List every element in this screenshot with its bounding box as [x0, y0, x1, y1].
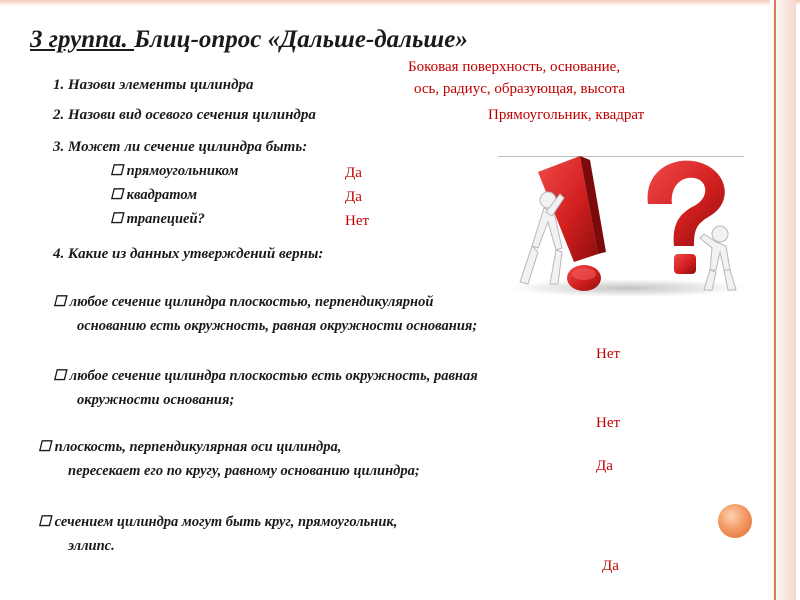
- exclamation-question-illustration: [498, 150, 760, 300]
- answer-1-line-2: ось, радиус, образующая, высота: [414, 81, 626, 97]
- statement-line: ☐ любое сечение цилиндра плоскостью есть окружность, равная: [53, 368, 478, 384]
- option-list-item: [110, 187, 197, 204]
- slide-right-border-line: [774, 0, 776, 600]
- statement-line: пересекает его по кругу, равному основанию цилиндра;: [68, 463, 420, 479]
- statement-line: ☐ плоскость, перпендикулярная оси цилиндра,: [38, 439, 342, 455]
- statement-line: основанию есть окружность, равная окружности основания;: [77, 318, 478, 334]
- option-answer: Нет: [345, 213, 370, 229]
- option-answer: Да: [345, 189, 362, 205]
- option-label: прямоугольником: [123, 163, 239, 179]
- checkbox-icon: ☐: [110, 187, 123, 203]
- answer-2: Прямоугольник, квадрат: [488, 107, 645, 123]
- slide-top-border: [0, 0, 800, 6]
- checkbox-icon: ☐: [53, 294, 66, 310]
- answer-1-line-1: Боковая поверхность, основание,: [408, 59, 621, 75]
- option-label: квадратом: [123, 187, 198, 203]
- title-group: 3 группа.: [30, 26, 135, 53]
- statement-answer: Нет: [596, 415, 621, 431]
- statement-line: эллипс.: [68, 538, 115, 554]
- statement-line: ☐ сечением цилиндра могут быть круг, прямоугольник,: [38, 514, 398, 530]
- question-1: 1. Назови элементы цилиндра: [53, 77, 254, 93]
- question-2: 2. Назови вид осевого сечения цилиндра: [53, 107, 316, 123]
- question-3: 3. Может ли сечение цилиндра быть:: [53, 139, 308, 155]
- checkbox-icon: ☐: [53, 368, 66, 384]
- checkbox-icon: ☐: [38, 439, 51, 455]
- checkbox-icon: ☐: [38, 514, 51, 530]
- figure-right-icon: [700, 226, 736, 290]
- statement-answer: Да: [596, 458, 613, 474]
- slide-title: [30, 26, 468, 54]
- title-text: Блиц-опрос «Дальше-дальше»: [134, 26, 468, 53]
- checkbox-icon: ☐: [110, 163, 123, 179]
- figure-left-icon: [520, 192, 564, 284]
- option-list-item: [110, 163, 238, 180]
- statement-line: ☐ любое сечение цилиндра плоскостью, перпендикулярной: [53, 294, 434, 310]
- question-4: 4. Какие из данных утверждений верны:: [53, 246, 324, 262]
- statement-answer: Нет: [596, 346, 621, 362]
- statement-line: окружности основания;: [77, 392, 235, 408]
- decorative-orb-icon: [718, 504, 752, 538]
- option-label: трапецией?: [123, 211, 205, 227]
- checkbox-icon: ☐: [110, 211, 123, 227]
- option-list-item: [110, 211, 205, 228]
- statement-answer: Да: [602, 558, 619, 574]
- option-answer: Да: [345, 165, 362, 181]
